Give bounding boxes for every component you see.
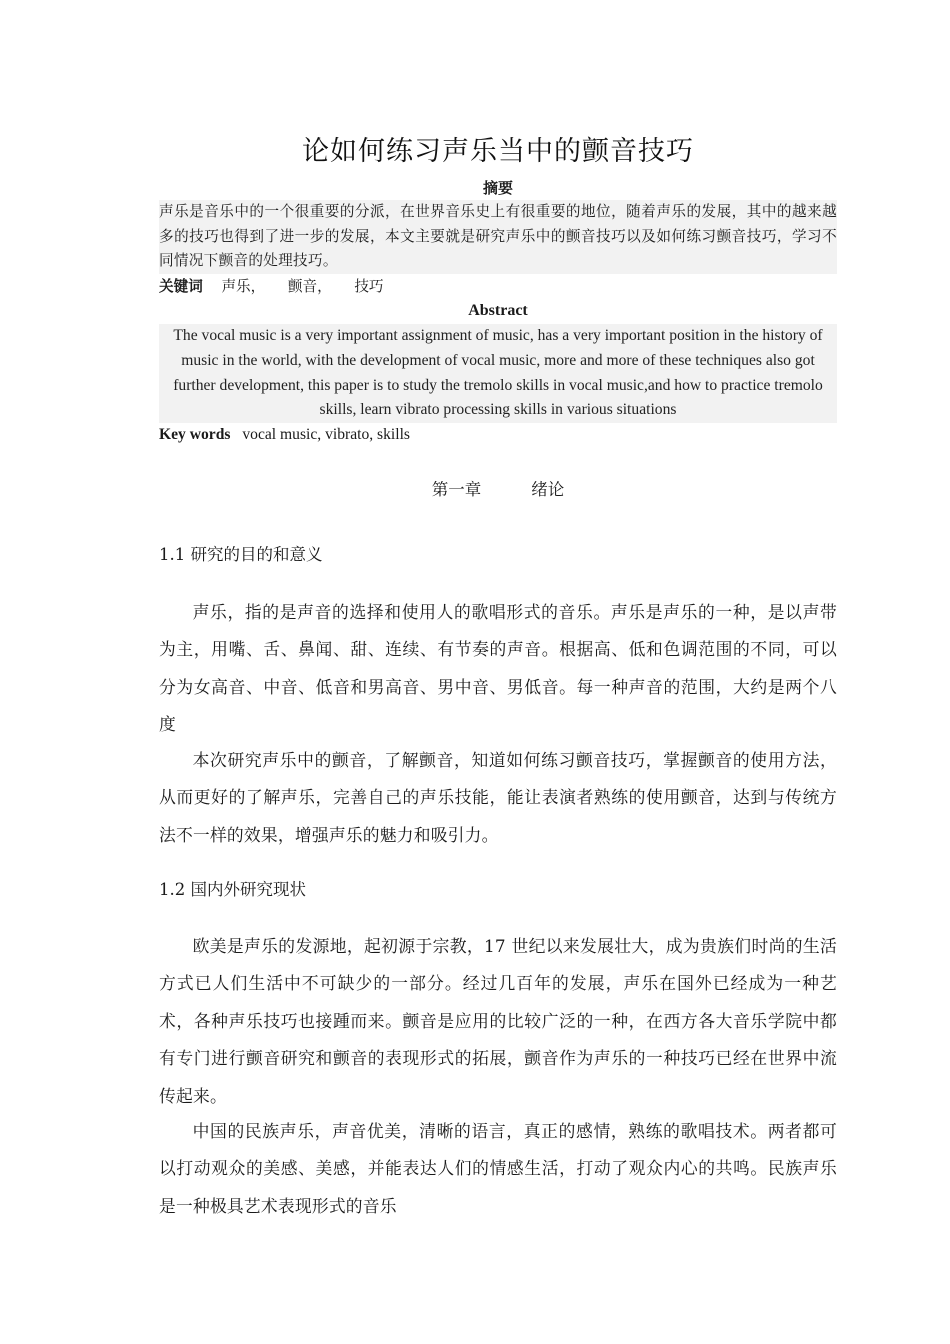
chapter-number: 第一章 [431,480,482,499]
keyword-cn-term: 颤音， [287,278,332,295]
keyword-cn-term: 声乐， [221,278,266,295]
body-paragraph: 声乐，指的是声音的选择和使用人的歌唱形式的音乐。声乐是声乐的一种，是以声带为主，用嘴、舌、鼻闻、甜、连续、有节奏的声音。根据高、低和色调范围的不同，可以分为女高音、中音、低音和男高音、男中音、男低音。每一种声音的范围，大约是两个八度 [159,602,837,735]
section-heading: 1.2 国内外研究现状 [159,880,306,899]
keywords-cn-label: 关键词 [159,278,203,295]
body-paragraph: 欧美是声乐的发源地，起初源于宗教，17 世纪以来发展壮大，成为贵族们时尚的生活方式已人们生活中不可缺少的一部分。经过几百年的发展，声乐在国外已经成为一种艺术，各种声乐技巧也接踵而来。颤音是应用的比较广泛的一种，在西方各大音乐学院中都有专门进行颤音研究和颤音的表现形式的拓展，颤音作为声乐的一种技巧已经在世界中流传起来。 [159,936,837,1106]
abstract-en-heading: Abstract [468,302,528,319]
body-paragraph: 本次研究声乐中的颤音，了解颤音，知道如何练习颤音技巧，掌握颤音的使用方法，从而更好的了解声乐，完善自己的声乐技能，能让表演者熟练的使用颤音，达到与传统方法不一样的效果，增强声乐的魅力和吸引力。 [159,750,837,845]
abstract-en-text: The vocal music is a very important assignment of music, has a very important position in the history of music in the world, with the development of vocal music, more and more of these techniques also got further development, this paper is to study the tremolo skills in vocal music,and how to practice tremolo skills, learn vibrato processing skills in various situations [159,324,837,423]
keywords-en [159,424,837,446]
document-title: 论如何练习声乐当中的颤音技巧 [302,136,694,167]
keywords-en-label: Key words [159,426,231,443]
keyword-cn-term: 技巧 [354,278,384,295]
abstract-cn-heading: 摘要 [482,179,513,197]
keywords-cn [159,276,837,298]
body-paragraph: 中国的民族声乐，声音优美，清晰的语言，真正的感情，熟练的歌唱技术。两者都可以打动观众的美感、美感，并能表达人们的情感生活，打动了观众内心的共鸣。民族声乐是一种极具艺术表现形式的音乐 [159,1121,837,1216]
chapter-name: 绪论 [531,480,565,499]
keywords-en-terms: vocal music, vibrato, skills [242,426,410,443]
abstract-cn-text: 声乐是音乐中的一个很重要的分派，在世界音乐史上有很重要的地位，随着声乐的发展，其中的越来越多的技巧也得到了进一步的发展，本文主要就是研究声乐中的颤音技巧以及如何练习颤音技巧，学习不同情况下颤音的处理技巧。 [159,200,837,274]
chapter-heading [159,478,837,502]
section-heading: 1.1 研究的目的和意义 [159,545,323,564]
